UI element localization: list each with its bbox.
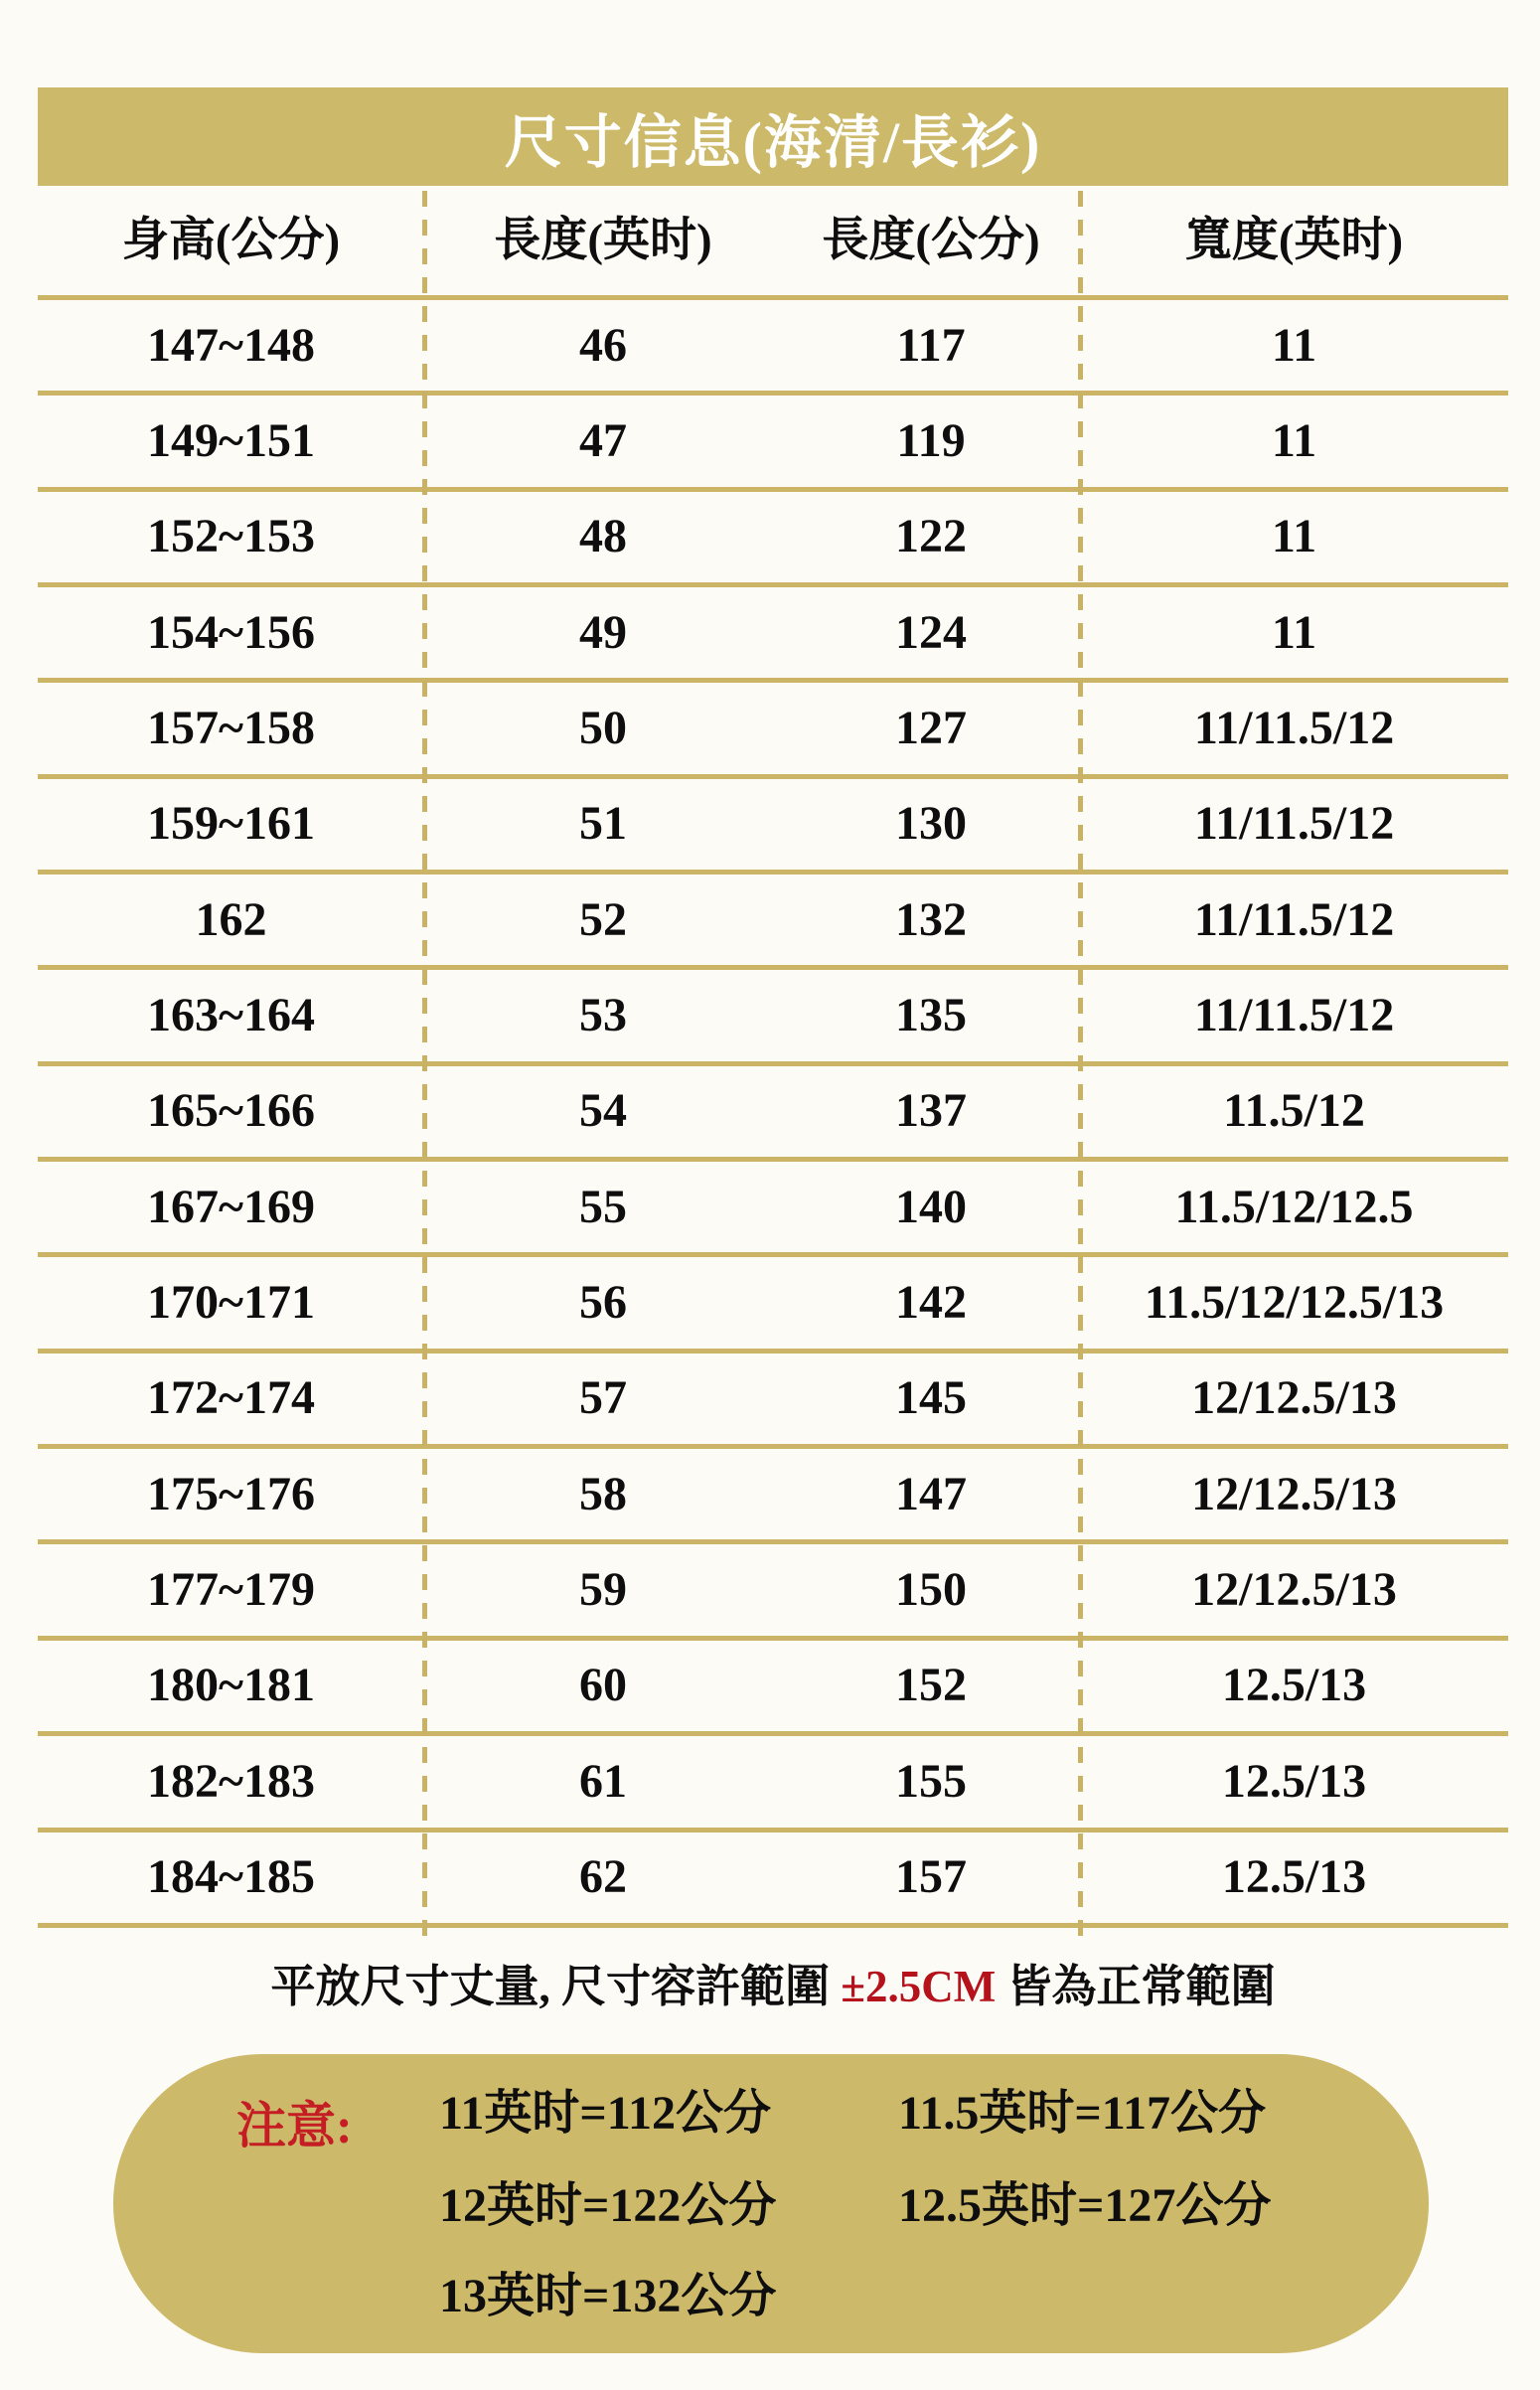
table-row: [38, 1066, 1508, 1162]
table-cell: 12.5/13: [1221, 1754, 1367, 1808]
table-cell: 62: [579, 1850, 627, 1904]
table-cell: 50: [579, 702, 627, 755]
table-cell: 132: [895, 892, 967, 946]
table-row: [38, 1162, 1508, 1257]
table-cell: 157: [895, 1850, 967, 1904]
table-cell: 53: [579, 989, 627, 1042]
table-cell: 12/12.5/13: [1191, 1563, 1397, 1617]
table-row: [38, 1832, 1508, 1928]
table-cell: 11/11.5/12: [1193, 892, 1395, 946]
table-cell: 11: [1271, 414, 1317, 468]
table-cell: 48: [579, 510, 627, 563]
table-cell: 155: [895, 1754, 967, 1808]
table-cell: 55: [579, 1180, 627, 1233]
table-cell: 12/12.5/13: [1191, 1467, 1397, 1520]
table-cell: 163~164: [147, 989, 315, 1042]
table-cell: 154~156: [147, 605, 315, 659]
table-cell: 149~151: [147, 414, 315, 468]
table-row: [38, 1354, 1508, 1449]
table-cell: 54: [579, 1084, 627, 1138]
table-row: [38, 970, 1508, 1065]
table-cell: 11/11.5/12: [1193, 989, 1395, 1042]
table-row: [38, 683, 1508, 778]
table-cell: 135: [895, 989, 967, 1042]
column-header-height: 身高(公分): [121, 214, 341, 266]
table-cell: 122: [895, 510, 967, 563]
tolerance-note-text: 平放尺寸丈量, 尺寸容許範圍: [270, 1962, 842, 2011]
table-row: [38, 1641, 1508, 1736]
table-cell: 124: [895, 605, 967, 659]
table-cell: 52: [579, 892, 627, 946]
table-cell: 152: [895, 1659, 967, 1712]
table-body: [38, 300, 1508, 1928]
table-cell: 60: [579, 1659, 627, 1712]
table-cell: 51: [579, 797, 627, 851]
table-cell: 12.5/13: [1221, 1850, 1367, 1904]
table-cell: 130: [895, 797, 967, 851]
conversion-item: 12.5英时=127公分: [898, 2179, 1272, 2232]
table-row: [38, 300, 1508, 396]
table-cell: 142: [895, 1276, 967, 1330]
table-cell: 147: [895, 1467, 967, 1520]
table-cell: 117: [896, 318, 966, 372]
table-row: [38, 1544, 1508, 1640]
table-cell: 12.5/13: [1221, 1659, 1367, 1712]
measurement-tolerance-note: [38, 1956, 1508, 2018]
table-cell: 184~185: [147, 1850, 315, 1904]
table-cell: 172~174: [147, 1371, 315, 1425]
table-cell: 12/12.5/13: [1191, 1371, 1397, 1425]
table-header-row: [38, 186, 1508, 300]
conversion-item: 13英时=132公分: [439, 2270, 777, 2322]
table-cell: 150: [895, 1563, 967, 1617]
table-row: [38, 1449, 1508, 1544]
title-band: [38, 87, 1508, 186]
table-cell: 11: [1271, 510, 1317, 563]
table-cell: 11.5/12/12.5: [1174, 1180, 1414, 1233]
table-cell: 11: [1271, 318, 1317, 372]
table-cell: 162: [195, 892, 267, 946]
table-cell: 157~158: [147, 702, 315, 755]
table-cell: 180~181: [147, 1659, 315, 1712]
column-header-length-cm: 長度(公分): [822, 214, 1040, 266]
table-cell: 175~176: [147, 1467, 315, 1520]
tolerance-value: ±2.5CM: [841, 1962, 997, 2011]
page-title: 尺寸信息(海清/長衫): [504, 109, 1042, 175]
table-cell: 152~153: [147, 510, 315, 563]
table-cell: 57: [579, 1371, 627, 1425]
table-cell: 49: [579, 605, 627, 659]
table-row: [38, 1736, 1508, 1832]
column-header-width-inch: 寬度(英时): [1184, 214, 1404, 266]
table-cell: 147~148: [147, 318, 315, 372]
table-row: [38, 587, 1508, 683]
table-cell: 46: [579, 318, 627, 372]
table-cell: 182~183: [147, 1754, 315, 1808]
table-row: [38, 396, 1508, 491]
table-cell: 127: [895, 702, 967, 755]
conversion-item: 11英时=112公分: [439, 2087, 772, 2140]
table-cell: 159~161: [147, 797, 315, 851]
table-cell: 165~166: [147, 1084, 315, 1138]
table-cell: 119: [896, 414, 966, 468]
table-row: [38, 779, 1508, 875]
table-cell: 58: [579, 1467, 627, 1520]
conversion-item: 11.5英时=117公分: [898, 2087, 1267, 2140]
table-cell: 11/11.5/12: [1193, 702, 1395, 755]
table-row: [38, 875, 1508, 970]
column-divider-dotted-line: [422, 191, 427, 1946]
tolerance-note-text: 皆為正常範圍: [996, 1962, 1276, 2011]
column-divider-dotted-line: [1078, 191, 1083, 1946]
table-cell: 59: [579, 1563, 627, 1617]
size-table: [38, 186, 1508, 1928]
conversion-item: 12英时=122公分: [439, 2179, 777, 2232]
notice-box: [113, 2054, 1429, 2353]
column-header-length-inch: 長度(英时): [494, 214, 712, 266]
table-cell: 137: [895, 1084, 967, 1138]
notice-label: 注意:: [236, 2098, 353, 2153]
table-cell: 61: [579, 1754, 627, 1808]
table-cell: 145: [895, 1371, 967, 1425]
table-cell: 11.5/12: [1223, 1084, 1365, 1138]
table-cell: 167~169: [147, 1180, 315, 1233]
table-cell: 177~179: [147, 1563, 315, 1617]
table-row: [38, 492, 1508, 587]
table-cell: 47: [579, 414, 627, 468]
table-row: [38, 1257, 1508, 1353]
table-cell: 140: [895, 1180, 967, 1233]
table-cell: 170~171: [147, 1276, 315, 1330]
table-cell: 11.5/12/12.5/13: [1144, 1276, 1445, 1330]
table-cell: 11/11.5/12: [1193, 797, 1395, 851]
table-cell: 56: [579, 1276, 627, 1330]
table-cell: 11: [1271, 605, 1317, 659]
